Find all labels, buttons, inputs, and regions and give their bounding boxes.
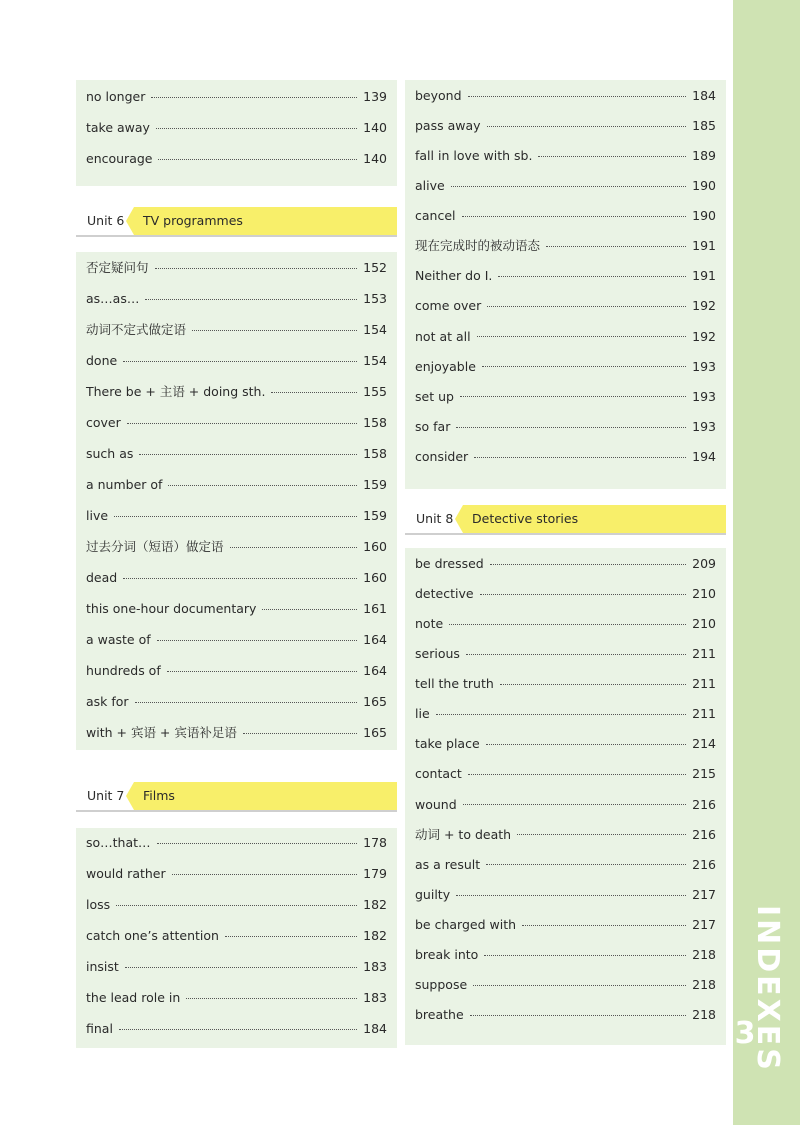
index-entry (86, 656, 387, 687)
unit-header-6 (76, 207, 397, 237)
dot-leader (451, 186, 686, 187)
entry-page-number: 211 (692, 706, 716, 722)
index-entry (415, 141, 716, 171)
dot-leader (487, 126, 687, 127)
index-entry (415, 292, 716, 322)
dot-leader (522, 925, 686, 926)
dot-leader (468, 774, 686, 775)
entry-page-number: 139 (363, 89, 387, 105)
entry-page-number: 140 (363, 120, 387, 136)
entry-page-number: 158 (363, 446, 387, 462)
entry-page-number: 182 (363, 928, 387, 944)
dot-leader (123, 578, 357, 579)
entry-page-number: 211 (692, 646, 716, 662)
dot-leader (487, 306, 686, 307)
dot-leader (546, 246, 686, 247)
entry-term: this one-hour documentary (86, 601, 257, 617)
entry-page-number: 211 (692, 676, 716, 692)
entry-page-number: 165 (363, 725, 387, 741)
entry-term: with + 宾语 + 宾语补足语 (86, 725, 237, 741)
index-entry (415, 970, 716, 1000)
entry-page-number: 165 (363, 694, 387, 710)
entry-term: so…that… (86, 835, 151, 851)
dot-leader (145, 299, 357, 300)
entry-term: serious (415, 646, 460, 662)
entry-term: a waste of (86, 632, 151, 648)
index-entry (415, 669, 716, 699)
dot-leader (155, 268, 358, 269)
entry-term: note (415, 615, 444, 631)
entry-page-number: 218 (692, 1007, 716, 1023)
index-entry (86, 687, 387, 718)
entry-page-number: 189 (692, 147, 716, 163)
index-entry (415, 231, 716, 261)
index-entry (86, 983, 387, 1014)
entry-page-number: 193 (692, 358, 716, 374)
dot-leader (486, 744, 686, 745)
index-entry (86, 718, 387, 749)
entry-term: pass away (415, 117, 481, 133)
dot-leader (486, 864, 686, 865)
dot-leader (463, 804, 686, 805)
dot-leader (470, 1015, 686, 1016)
entry-term: done (86, 353, 118, 369)
entry-term: so far (415, 418, 451, 434)
entry-term: ask for (86, 694, 129, 710)
entry-term: 过去分词（短语）做定语 (86, 539, 224, 555)
dot-leader (500, 684, 686, 685)
entry-term: final (86, 1021, 113, 1037)
entry-term: dead (86, 570, 118, 586)
entry-page-number: 218 (692, 977, 716, 993)
index-entry (86, 439, 387, 470)
entry-page-number: 214 (692, 736, 716, 752)
unit-header-8 (405, 505, 726, 535)
entry-term: consider (415, 448, 469, 464)
index-entry (415, 412, 716, 442)
section-number: 3 (734, 1016, 756, 1051)
index-entry (415, 609, 716, 639)
entry-term: the lead role in (86, 990, 181, 1006)
index-entry (415, 262, 716, 292)
entry-page-number: 210 (692, 585, 716, 601)
index-entry (86, 82, 387, 113)
dot-leader (119, 1029, 357, 1030)
dot-leader (123, 361, 357, 362)
entry-page-number: 154 (363, 353, 387, 369)
dot-leader (114, 516, 357, 517)
index-entry (86, 890, 387, 921)
dot-leader (517, 834, 686, 835)
index-entry (86, 315, 387, 346)
index-entry (415, 910, 716, 940)
entry-term: come over (415, 298, 482, 314)
entry-term: as a result (415, 856, 481, 872)
index-entry (415, 639, 716, 669)
index-entry (415, 730, 716, 760)
index-panel-left-top (76, 80, 397, 186)
index-entry (415, 790, 716, 820)
entry-term: 动词不定式做定语 (86, 322, 187, 338)
unit-title: TV programmes (134, 207, 397, 235)
entry-term: detective (415, 585, 474, 601)
dot-leader (225, 936, 357, 937)
entry-term: lie (415, 706, 430, 722)
entry-term: cancel (415, 208, 456, 224)
dot-leader (456, 427, 686, 428)
dot-leader (157, 843, 358, 844)
entry-term: would rather (86, 866, 166, 882)
dot-leader (436, 714, 687, 715)
entry-term: 动词 + to death (415, 826, 512, 842)
entry-page-number: 192 (692, 298, 716, 314)
entry-page-number: 179 (363, 866, 387, 882)
index-entry (415, 171, 716, 201)
entry-page-number: 160 (363, 539, 387, 555)
dot-leader (490, 564, 686, 565)
entry-page-number: 218 (692, 947, 716, 963)
entry-term: as…as… (86, 291, 140, 307)
dot-leader (449, 624, 686, 625)
dot-leader (116, 905, 357, 906)
entry-term: loss (86, 897, 111, 913)
entry-page-number: 215 (692, 766, 716, 782)
dot-leader (482, 366, 686, 367)
entry-term: be dressed (415, 555, 484, 571)
entry-term: set up (415, 388, 454, 404)
index-entry (415, 442, 716, 472)
entry-page-number: 194 (692, 448, 716, 464)
index-entry (86, 470, 387, 501)
entry-term: not at all (415, 328, 471, 344)
dot-leader (243, 733, 357, 734)
entry-term: be charged with (415, 916, 517, 932)
entry-term: live (86, 508, 109, 524)
entry-term: 否定疑问句 (86, 260, 149, 276)
entry-term: breathe (415, 1007, 464, 1023)
index-entry (86, 532, 387, 563)
entry-page-number: 190 (692, 178, 716, 194)
index-entry (415, 820, 716, 850)
entry-page-number: 159 (363, 477, 387, 493)
index-entry (86, 501, 387, 532)
index-entry (86, 113, 387, 144)
entry-page-number: 216 (692, 826, 716, 842)
entry-page-number: 217 (692, 916, 716, 932)
index-entry (415, 760, 716, 790)
index-entry (86, 828, 387, 859)
index-entry (415, 579, 716, 609)
index-panel-unit-7 (76, 828, 397, 1048)
index-entry (86, 921, 387, 952)
index-entry (86, 144, 387, 175)
dot-leader (167, 671, 357, 672)
entry-term: break into (415, 947, 479, 963)
entry-term: beyond (415, 87, 462, 103)
entry-page-number: 161 (363, 601, 387, 617)
dot-leader (172, 874, 358, 875)
entry-page-number: 178 (363, 835, 387, 851)
entry-page-number: 164 (363, 663, 387, 679)
entry-page-number: 193 (692, 418, 716, 434)
dot-leader (158, 159, 357, 160)
index-entry (415, 699, 716, 729)
entry-page-number: 154 (363, 322, 387, 338)
entry-page-number: 140 (363, 151, 387, 167)
index-entry (86, 377, 387, 408)
index-entry (415, 940, 716, 970)
entry-term: guilty (415, 886, 451, 902)
dot-leader (156, 128, 357, 129)
dot-leader (135, 702, 358, 703)
dot-leader (271, 392, 357, 393)
dot-leader (498, 276, 686, 277)
entry-page-number: 191 (692, 268, 716, 284)
dot-leader (186, 998, 357, 999)
unit-number: Unit 6 (76, 207, 139, 235)
dot-leader (460, 396, 686, 397)
entry-term: fall in love with sb. (415, 147, 533, 163)
entry-page-number: 210 (692, 615, 716, 631)
dot-leader (139, 454, 357, 455)
index-entry (415, 322, 716, 352)
entry-term: wound (415, 796, 457, 812)
entry-page-number: 217 (692, 886, 716, 902)
unit-number: Unit 8 (405, 505, 468, 533)
index-entry (415, 201, 716, 231)
entry-page-number: 159 (363, 508, 387, 524)
entry-page-number: 184 (692, 87, 716, 103)
entry-term: cover (86, 415, 121, 431)
dot-leader (474, 457, 686, 458)
entry-page-number: 155 (363, 384, 387, 400)
dot-leader (151, 97, 357, 98)
index-entry (415, 850, 716, 880)
entry-term: a number of (86, 477, 163, 493)
section-label: INDEXES (750, 905, 785, 1073)
entry-page-number: 191 (692, 238, 716, 254)
entry-term: There be + 主语 + doing sth. (86, 384, 266, 400)
index-entry (86, 594, 387, 625)
entry-page-number: 184 (363, 1021, 387, 1037)
entry-page-number: 192 (692, 328, 716, 344)
dot-leader (127, 423, 357, 424)
index-entry (415, 880, 716, 910)
unit-title: Films (134, 782, 397, 810)
entry-page-number: 183 (363, 990, 387, 1006)
dot-leader (484, 955, 686, 956)
entry-page-number: 193 (692, 388, 716, 404)
entry-term: insist (86, 959, 119, 975)
index-entry (86, 1014, 387, 1045)
entry-term: such as (86, 446, 134, 462)
dot-leader (168, 485, 357, 486)
dot-leader (262, 609, 357, 610)
entry-term: hundreds of (86, 663, 161, 679)
index-panel-right-top (405, 80, 726, 489)
entry-page-number: 209 (692, 555, 716, 571)
index-entry (415, 549, 716, 579)
index-entry (86, 952, 387, 983)
index-entry (415, 382, 716, 412)
dot-leader (468, 96, 687, 97)
index-panel-unit-8 (405, 548, 726, 1045)
entry-page-number: 182 (363, 897, 387, 913)
dot-leader (473, 985, 686, 986)
entry-term: 现在完成时的被动语态 (415, 238, 541, 254)
entry-term: alive (415, 178, 445, 194)
entry-term: contact (415, 766, 462, 782)
dot-leader (456, 895, 686, 896)
index-entry (415, 1000, 716, 1030)
unit-number: Unit 7 (76, 782, 139, 810)
dot-leader (230, 547, 358, 548)
entry-term: suppose (415, 977, 468, 993)
entry-page-number: 183 (363, 959, 387, 975)
dot-leader (538, 156, 686, 157)
index-entry (415, 111, 716, 141)
index-entry (86, 563, 387, 594)
entry-term: catch one’s attention (86, 928, 219, 944)
dot-leader (466, 654, 686, 655)
index-entry (86, 408, 387, 439)
dot-leader (125, 967, 357, 968)
entry-term: enjoyable (415, 358, 476, 374)
dot-leader (192, 330, 357, 331)
index-entry (86, 284, 387, 315)
entry-term: Neither do I. (415, 268, 493, 284)
index-entry (415, 81, 716, 111)
entry-page-number: 216 (692, 856, 716, 872)
index-entry (86, 625, 387, 656)
index-entry (86, 253, 387, 284)
dot-leader (477, 336, 687, 337)
entry-page-number: 152 (363, 260, 387, 276)
index-entry (86, 346, 387, 377)
dot-leader (480, 594, 687, 595)
entry-term: take place (415, 736, 480, 752)
entry-term: encourage (86, 151, 153, 167)
entry-page-number: 190 (692, 208, 716, 224)
dot-leader (462, 216, 687, 217)
entry-page-number: 158 (363, 415, 387, 431)
dot-leader (157, 640, 357, 641)
index-panel-unit-6 (76, 252, 397, 750)
entry-page-number: 160 (363, 570, 387, 586)
index-entry (415, 352, 716, 382)
entry-page-number: 185 (692, 117, 716, 133)
entry-page-number: 153 (363, 291, 387, 307)
entry-term: no longer (86, 89, 146, 105)
entry-page-number: 216 (692, 796, 716, 812)
entry-page-number: 164 (363, 632, 387, 648)
entry-term: tell the truth (415, 676, 494, 692)
unit-header-7 (76, 782, 397, 812)
unit-title: Detective stories (463, 505, 726, 533)
index-entry (86, 859, 387, 890)
entry-term: take away (86, 120, 150, 136)
